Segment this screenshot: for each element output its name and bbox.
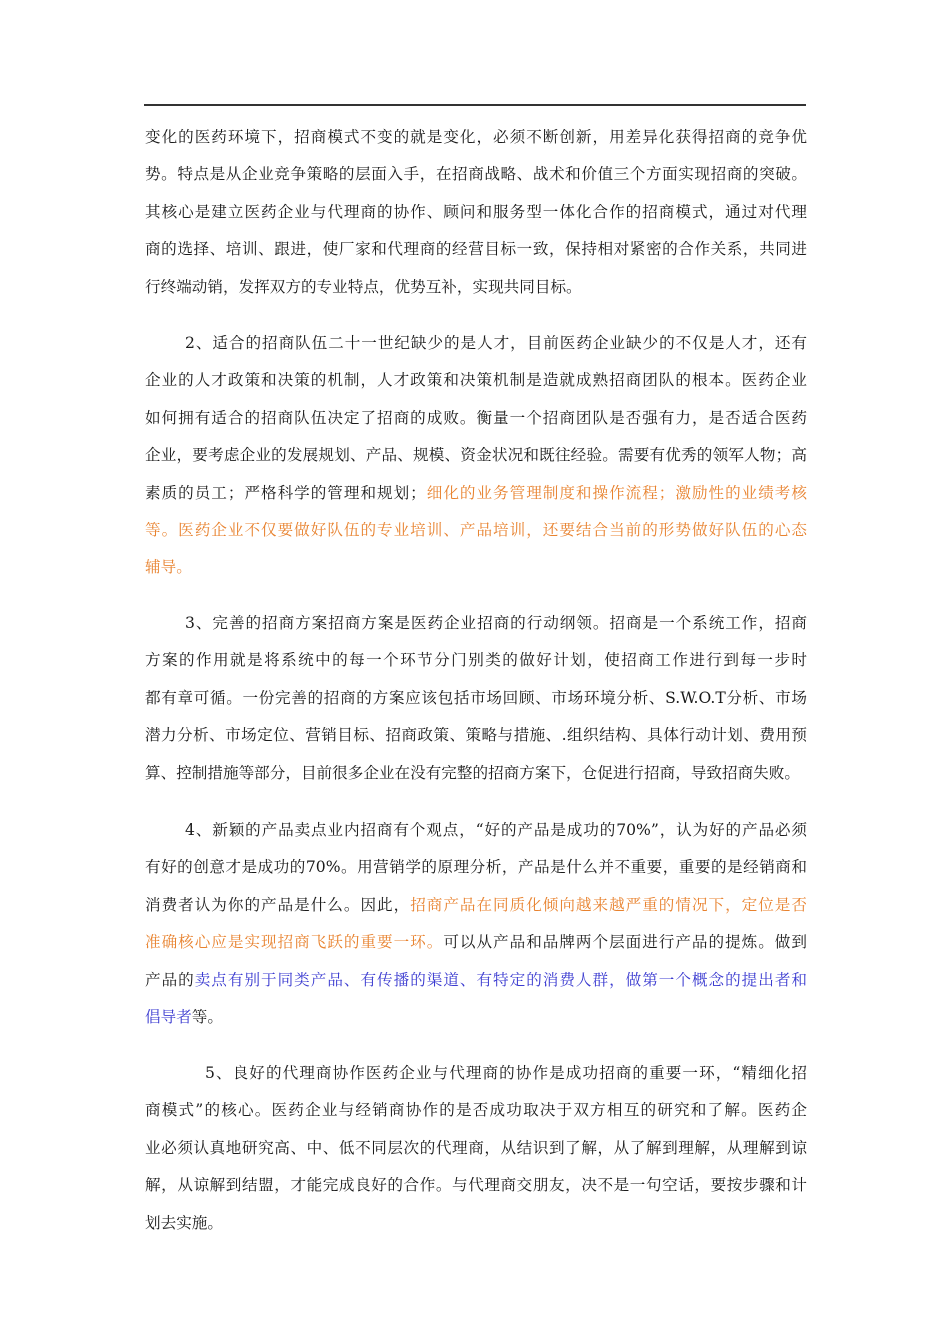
text-line [145,119,807,156]
text-line [145,362,807,399]
text-line [145,437,807,474]
text-line [145,1055,807,1092]
text-segment: 等。 [191,1007,223,1026]
highlighted-text-blue: 卖点有别于同类产品、有传播的渠道、有特定的消费人群，做第一个概念的提出者和 [194,970,807,989]
text-line [145,400,807,437]
text-segment: 如何拥有适合的招商队伍决定了招商的成败。衡量一个招商团队是否强有力，是否适合医药 [145,408,807,427]
text-segment: 素质的员工；严格科学的管理和规划； [145,483,426,502]
text-line [145,1130,807,1167]
text-segment: 4、新颖的产品卖点业内招商有个观点，“好的产品是成功的70%”，认为好的产品必须 [185,821,807,839]
text-segment: 可以从产品和品牌两个层面进行产品的提炼。做到 [443,933,807,952]
paragraph-2 [145,325,807,587]
text-segment: 消费者认为你的产品是什么。因此， [145,895,411,914]
text-line [145,642,807,679]
highlighted-text-orange: 准确核心应是实现招商飞跃的重要一环。 [145,933,444,952]
text-line [145,887,807,924]
text-segment: 5、良好的代理商协作医药企业与代理商的协作是成功招商的重要一环，“精细化招 [205,1064,807,1082]
highlighted-text-orange: 招商产品在同质化倾向越来越严重的情况下，定位是否 [410,895,807,914]
text-line [145,924,807,961]
text-line [145,325,807,362]
highlighted-text-blue: 倡导者 [145,1007,192,1026]
text-segment: 有好的创意才是成功的70%。用营销学的原理分析，产品是什么并不重要，重要的是经销商和 [145,858,807,877]
text-line [145,849,807,886]
text-line [145,755,807,792]
text-line [145,680,807,717]
text-segment: 都有章可循。一份完善的招商的方案应该包括市场回顾、市场环境分析、S.W.O.T分析、市场 [145,688,807,707]
text-line [145,231,807,268]
text-line [145,549,807,586]
text-line [145,1092,807,1129]
paragraph-4 [145,812,807,1036]
text-line [145,962,807,999]
text-segment: 划去实施。 [145,1213,223,1232]
text-segment: 产品的 [145,970,195,989]
text-segment: 势。特点是从企业竞争策略的层面入手，在招商战略、战术和价值三个方面实现招商的突破。 [145,165,807,184]
text-segment: 业必须认真地研究高、中、低不同层次的代理商，从结识到了解，从了解到理解，从理解到谅 [145,1138,807,1157]
text-line [145,269,807,306]
paragraph-3 [145,605,807,792]
text-segment: 算、控制措施等部分，目前很多企业在没有完整的招商方案下，仓促进行招商，导致招商失败。 [145,763,800,782]
text-segment: 行终端动销，发挥双方的专业特点，优势互补，实现共同目标。 [145,277,582,296]
paragraph-1 [145,119,807,306]
text-line [145,812,807,849]
text-line [145,194,807,231]
text-segment: 商模式”的核心。医药企业与经销商协作的是否成功取决于双方相互的研究和了解。医药企 [145,1101,807,1120]
text-segment: 商的选择、培训、跟进，使厂家和代理商的经营目标一致，保持相对紧密的合作关系，共同进 [145,240,807,259]
text-line [145,475,807,512]
text-line [145,605,807,642]
text-line [145,1167,807,1204]
text-segment: 潜力分析、市场定位、营销目标、招商政策、策略与措施、.组织结构、具体行动计划、费用预 [145,726,807,745]
highlighted-text-orange: 等。医药企业不仅要做好队伍的专业培训、产品培训，还要结合当前的形势做好队伍的心态 [145,520,807,539]
paragraph-5 [145,1055,807,1242]
text-segment: 2、适合的招商队伍二十一世纪缺少的是人才，目前医药企业缺少的不仅是人才，还有 [185,334,807,352]
highlighted-text-orange: 细化的业务管理制度和操作流程；激励性的业绩考核 [425,483,807,502]
text-segment: 企业，要考虑企业的发展规划、产品、规模、资金状况和既往经验。需要有优秀的领军人物；高 [145,446,807,465]
highlighted-text-orange: 辅导。 [145,558,192,577]
text-line [145,717,807,754]
text-segment: 变化的医药环境下，招商模式不变的就是变化，必须不断创新，用差异化获得招商的竞争优 [145,128,807,146]
text-line [145,999,807,1036]
text-segment: 其核心是建立医药企业与代理商的协作、顾问和服务型一体化合作的招商模式，通过对代理 [145,202,807,221]
text-segment: 企业的人才政策和决策的机制，人才政策和决策机制是造就成熟招商团队的根本。医药企业 [145,371,807,390]
text-line [145,512,807,549]
text-segment: 解，从谅解到结盟，才能完成良好的合作。与代理商交朋友，决不是一句空话，要按步骤和计 [145,1176,807,1195]
header-rule [144,104,806,106]
text-line [145,1205,807,1242]
text-line [145,156,807,193]
text-segment: 方案的作用就是将系统中的每一个环节分门别类的做好计划，使招商工作进行到每一步时 [145,651,807,670]
text-segment: 3、完善的招商方案招商方案是医药企业招商的行动纲领。招商是一个系统工作，招商 [185,614,807,632]
